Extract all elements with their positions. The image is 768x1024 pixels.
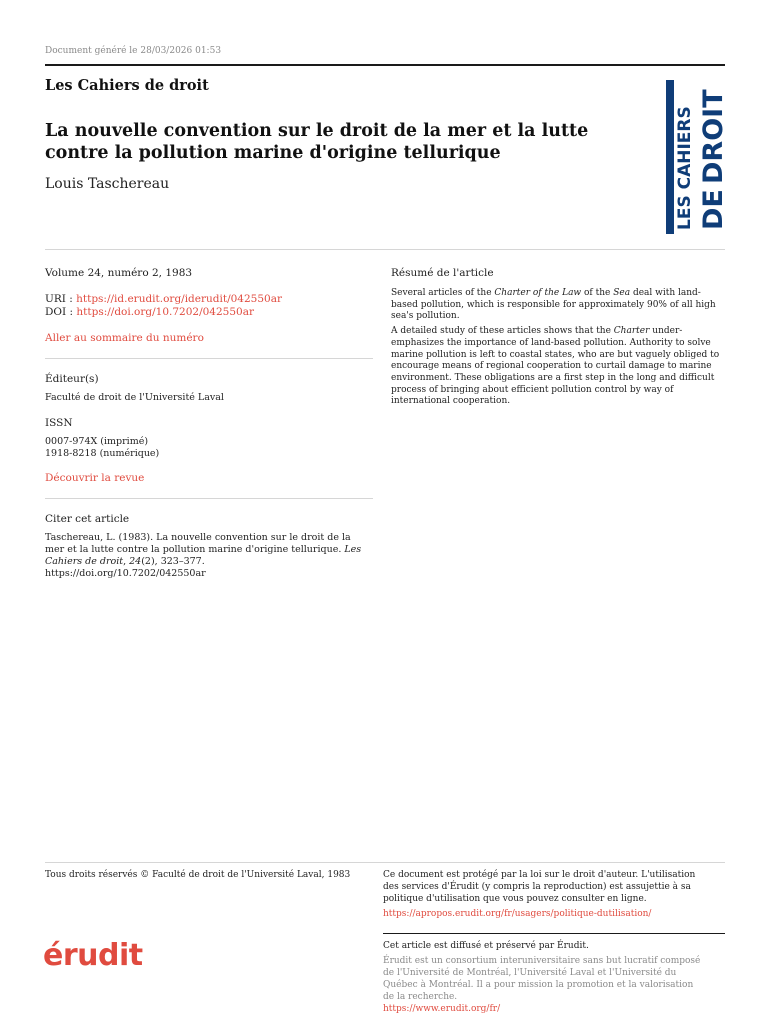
logo-text-de: DE: [698, 189, 729, 230]
journal-name: Les Cahiers de droit: [45, 77, 209, 94]
citation-part1: Taschereau, L. (1983). La nouvelle convention sur le droit de la mer et la lutte contre la pollution marine d'origine tellurique.: [45, 532, 351, 555]
doi-label: DOI :: [45, 306, 77, 318]
diffusion-notice: Cet article est diffusé et préservé par Érudit.: [383, 941, 589, 951]
uri-link[interactable]: https://id.erudit.org/iderudit/042550ar: [76, 293, 282, 305]
footer-divider-2: [383, 933, 725, 934]
abstract-p2-italic: Charter: [613, 326, 650, 337]
uri-line: [45, 293, 282, 305]
copyright-notice: [383, 869, 703, 920]
citation-part3: (2), 323–377. https://doi.org/10.7202/042550ar: [45, 556, 206, 579]
article-title: La nouvelle convention sur le droit de la mer et la lutte contre la pollution marine d'origine tellurique: [45, 121, 589, 163]
publisher-name: Faculté de droit de l'Université Laval: [45, 392, 224, 403]
abstract-heading: Résumé de l'article: [391, 267, 494, 279]
top-divider: [45, 64, 725, 66]
issn-digital: 1918-8218 (numérique): [45, 448, 160, 459]
discover-link[interactable]: Découvrir la revue: [45, 472, 145, 484]
footer-divider: [45, 862, 725, 863]
citation-volume: 24: [129, 556, 142, 567]
publisher-heading: Éditeur(s): [45, 373, 99, 385]
left-divider-2: [45, 498, 373, 499]
abstract-p1-italic-2: Sea: [613, 288, 631, 298]
policy-link[interactable]: https://apropos.erudit.org/fr/usagers/politique-dutilisation/: [383, 909, 652, 919]
doi-link[interactable]: https://doi.org/10.7202/042550ar: [76, 306, 254, 318]
abstract-p2-text-a: A detailed study of these articles shows that the: [391, 326, 614, 337]
copyright-text: Ce document est protégé par la loi sur le droit d'auteur. L'utilisation des services d'Érudit (y compris la reproduction) est assujettie à sa politique d'utilisation que vous pouvez consulter en ligne.: [383, 870, 696, 904]
doi-line: [45, 306, 254, 318]
abstract-p1-text-b: of the: [581, 288, 614, 298]
logo-text-top: LES CAHIERS: [675, 106, 695, 230]
issn-print: 0007-974X (imprimé): [45, 436, 149, 447]
citation-journal: Les Cahiers de droit: [45, 544, 362, 567]
article-author: Louis Taschereau: [45, 176, 170, 192]
generated-date: Document généré le 28/03/2026 01:53: [45, 46, 222, 56]
toc-link[interactable]: Aller au sommaire du numéro: [45, 332, 204, 344]
uri-label: URI :: [45, 293, 77, 305]
abstract-body: [391, 288, 724, 408]
issn-heading: ISSN: [45, 417, 73, 429]
citation-part2: ,: [123, 556, 130, 567]
abstract-p1-italic-1: Charter of the Law: [494, 288, 582, 298]
abstract-paragraph-2: [391, 326, 724, 408]
consortium-text: Érudit est un consortium interuniversitaire sans but lucratif composé de l'Université de Montréal, l'Université Laval et l'Université du Québec à Montréal. Il a pour mission la promotion et la valorisation de la recherche.: [383, 956, 701, 1002]
abstract-p1-text-c: deal with land-based pollution, which is responsible for approximately 90% of all high sea's pollution.: [391, 288, 716, 322]
erudit-site-link[interactable]: https://www.erudit.org/fr/: [383, 1004, 501, 1014]
citation-text: [45, 532, 365, 580]
journal-logo: [664, 80, 729, 234]
erudit-logo[interactable]: érudit: [43, 938, 143, 973]
volume-info: Volume 24, numéro 2, 1983: [45, 267, 193, 279]
abstract-paragraph-1: [391, 288, 724, 323]
logo-text-droit: DROIT: [698, 89, 729, 184]
cite-heading: Citer cet article: [45, 513, 130, 525]
abstract-p1-text-a: Several articles of the: [391, 288, 495, 298]
abstract-p2-text-b: under-emphasizes the importance of land-based pollution. Authority to solve marine pollution is left to coastal states, who are but vaguely obliged to encourage means of regional cooperation to curtail damage to marine environment. These obligations are a first step in the long and difficult process of bringing about efficient pollution control by way of international cooperation.: [391, 326, 720, 407]
header-divider: [45, 249, 725, 250]
rights-notice: Tous droits réservés © Faculté de droit de l'Université Laval, 1983: [45, 870, 351, 880]
left-divider-1: [45, 358, 373, 359]
erudit-info: [383, 940, 703, 1015]
